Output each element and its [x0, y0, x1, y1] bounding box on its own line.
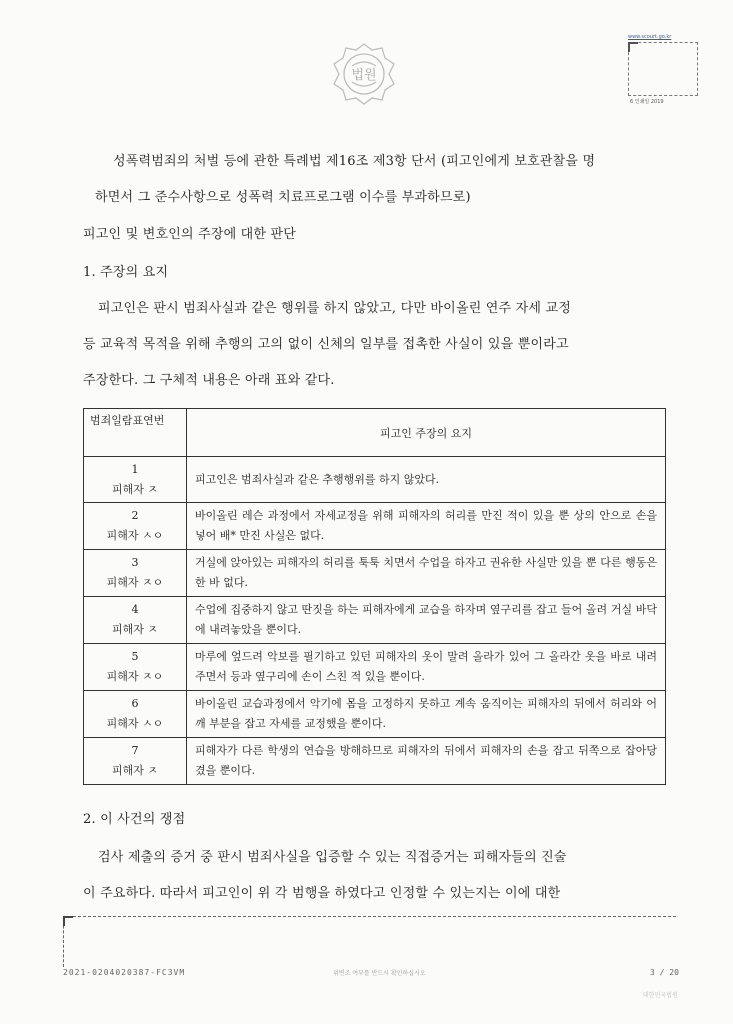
- row-number-cell: [84, 503, 187, 550]
- body-line: 피고인은 판시 범죄사실과 같은 행위를 하지 않았고, 다만 바이올린 연주 자세 교정: [98, 301, 572, 316]
- row-claim: 거실에 앉아있는 피해자의 허리를 툭툭 치면서 수업을 하자고 권유한 사실만 있을 뿐 다른 행동은 한 바 없다.: [187, 550, 666, 597]
- row-number: 1: [131, 462, 139, 476]
- body-line: 검사 제출의 증거 중 판시 범죄사실을 입증할 수 있는 직접증거는 피해자들의 진술: [98, 850, 567, 865]
- table-row: [84, 457, 666, 503]
- svg-text:법원: 법원: [351, 68, 377, 83]
- table-row: [84, 738, 666, 785]
- row-victim: 피해자 ㅅㅇ: [106, 529, 164, 542]
- row-claim: 피고인은 범죄사실과 같은 추행행위를 하지 않았다.: [187, 457, 666, 503]
- row-number-cell: [84, 457, 187, 503]
- table-row: [84, 550, 666, 597]
- row-number-cell: [84, 644, 187, 691]
- section-heading: 1. 주장의 요지: [83, 265, 169, 280]
- table-header-number: 범죄일람표연번: [84, 409, 187, 457]
- row-claim: 피해자가 다른 학생의 연습을 방해하므로 피해자의 뒤에서 피해자의 손을 잡고 뒤쪽으로 잡아당겼을 뿐이다.: [187, 738, 666, 785]
- row-victim: 피해자 ㅅㅇ: [106, 717, 164, 730]
- court-name: 대한민국법원: [643, 992, 678, 999]
- body-line: 주장한다. 그 구체적 내용은 아래 표와 같다.: [83, 373, 335, 388]
- row-victim: 피해자 ㅈㅇ: [106, 670, 164, 683]
- row-number: 6: [131, 697, 139, 710]
- section-heading: 2. 이 사건의 쟁점: [83, 812, 186, 827]
- row-number: 2: [131, 509, 139, 522]
- row-victim: 피해자 ㅈ: [111, 482, 158, 496]
- print-caption: 6 인쇄일 2019: [630, 99, 664, 105]
- row-claim: 마루에 엎드려 악보를 필기하고 있던 피해자의 옷이 말려 올라가 있어 그 올라간 옷을 바로 내려주면서 등과 옆구리에 손이 스친 적 있을 뿐이다.: [187, 644, 666, 691]
- row-number-cell: [84, 597, 187, 644]
- row-number: 5: [131, 650, 139, 663]
- footer-verification-box: [63, 916, 676, 967]
- row-number: 4: [131, 603, 139, 616]
- row-number: 3: [131, 556, 139, 569]
- row-victim: 피해자 ㅈ: [111, 764, 158, 777]
- section-heading: 피고인 및 변호인의 주장에 대한 판단: [83, 227, 297, 242]
- table-row: [84, 597, 666, 644]
- body-line: 성폭력범죄의 처벌 등에 관한 특례법 제16조 제3항 단서 (피고인에게 보호관찰을 명: [113, 154, 596, 169]
- page-number: 3 / 20: [650, 968, 679, 977]
- verification-url[interactable]: www.scourt.go.kr: [628, 34, 672, 40]
- row-victim: 피해자 ㅈ: [111, 623, 158, 636]
- verification-barcode-box: [628, 42, 698, 96]
- row-number-cell: [84, 738, 187, 785]
- table-row: [84, 691, 666, 738]
- document-code: 2021-0204020387-FC3VM: [63, 968, 186, 977]
- row-victim: 피해자 ㅈㅇ: [106, 576, 164, 589]
- body-line: 하면서 그 준수사항으로 성폭력 치료프로그램 이수를 부과하므로): [95, 190, 471, 205]
- body-line: 등 교육적 목적을 위해 추행의 고의 없이 신체의 일부를 접촉한 사실이 있을 뿐이라고: [83, 337, 569, 352]
- table-row: [84, 644, 666, 691]
- row-claim: 바이올린 교습과정에서 악기에 몸을 고정하지 못하고 계속 움직이는 피해자의 뒤에서 허리와 어깨 부분을 잡고 자세를 교정했을 뿐이다.: [187, 691, 666, 738]
- claims-table: [83, 408, 666, 785]
- row-number: 7: [131, 744, 139, 757]
- forgery-notice: 위변조 여부를 반드시 확인하십시오: [333, 970, 426, 977]
- body-line: 이 주요하다. 따라서 피고인이 위 각 범행을 하였다고 인정할 수 있는지는 이에 대한: [83, 886, 561, 901]
- row-number-cell: [84, 550, 187, 597]
- row-number-cell: [84, 691, 187, 738]
- row-claim: 바이올린 레슨 과정에서 자세교정을 위해 피해자의 허리를 만진 적이 있을 뿐 상의 안으로 손을 넣어 배* 만진 사실은 없다.: [187, 503, 666, 550]
- court-seal-icon: [330, 40, 398, 108]
- table-header-claim: 피고인 주장의 요지: [187, 409, 666, 457]
- row-claim: 수업에 집중하지 않고 딴짓을 하는 피해자에게 교습을 하자며 옆구리를 잡고 들어 올려 거실 바닥에 내려놓았을 뿐이다.: [187, 597, 666, 644]
- table-row: [84, 503, 666, 550]
